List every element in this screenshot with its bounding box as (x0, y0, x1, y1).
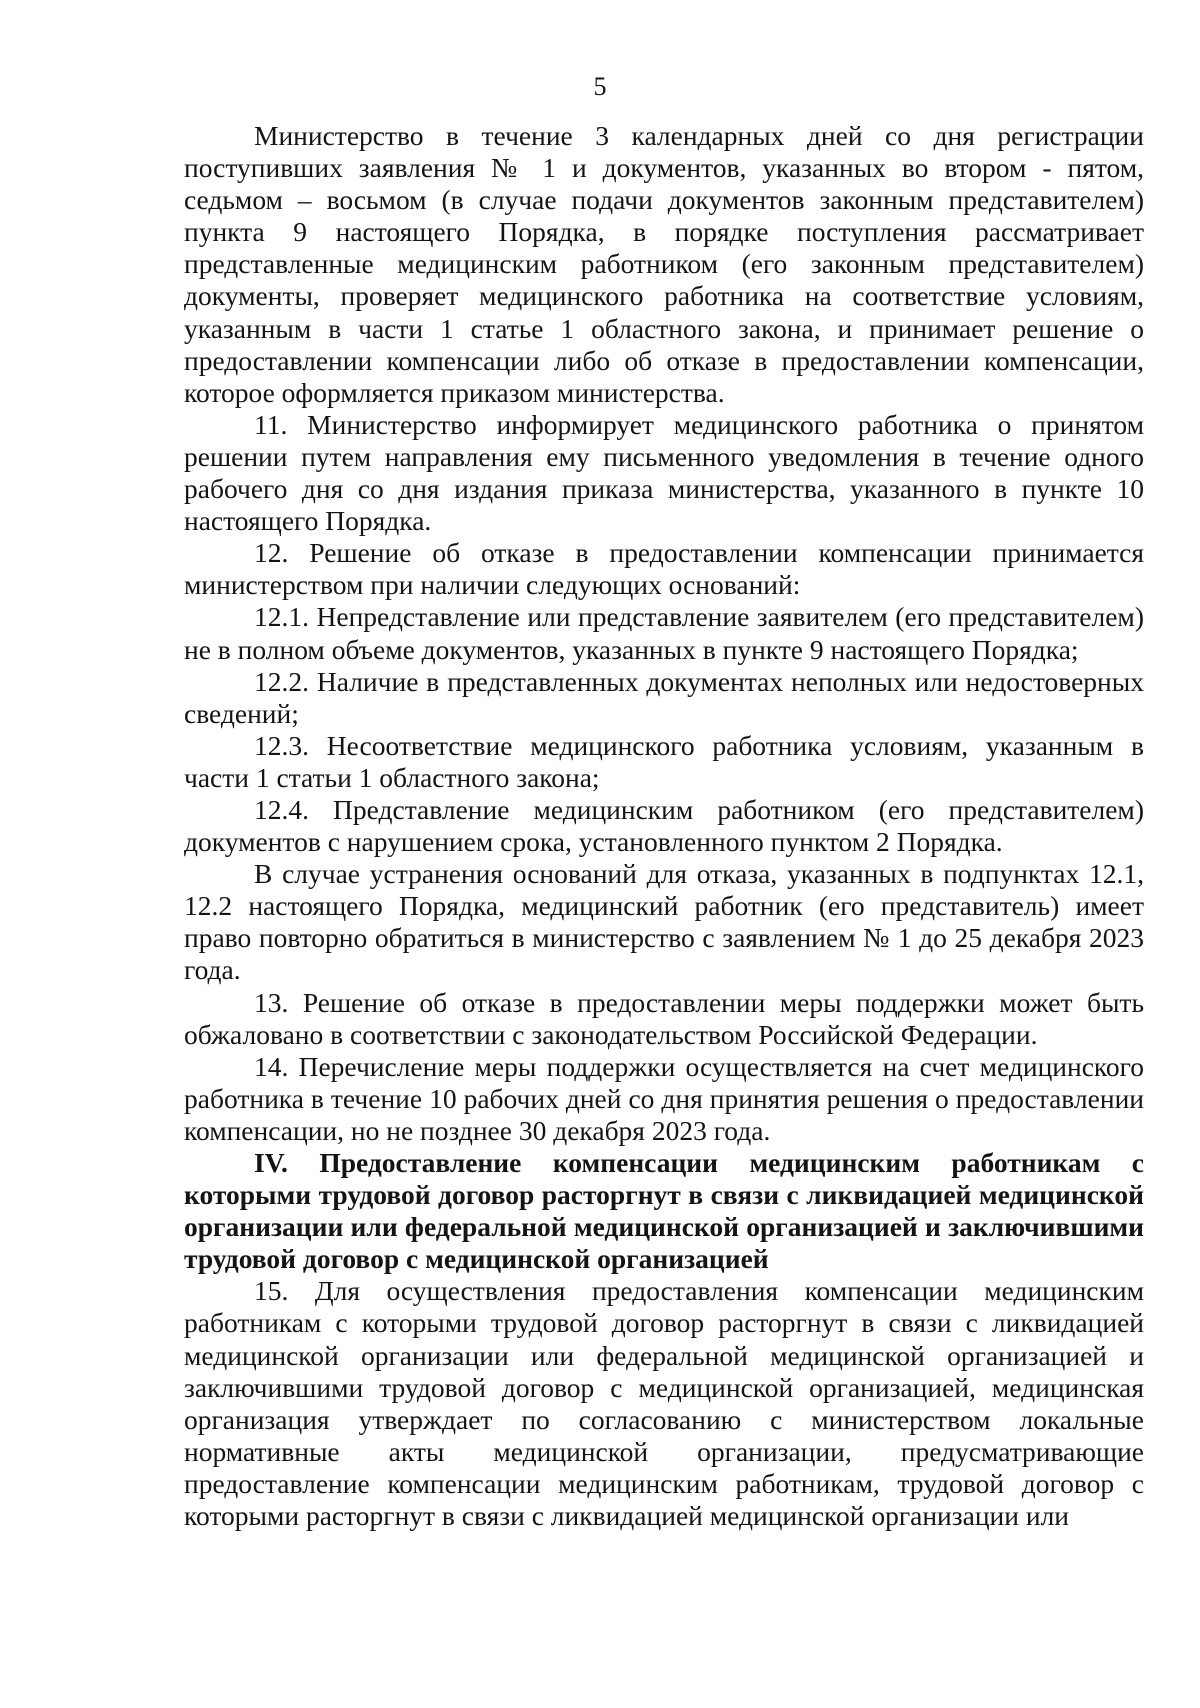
section-heading-iv: IV. Предоставление компенсации медицинским работникам с которыми трудовой договор расторгнут в связи с ликвидацией медицинской организации или федеральной медицинской организацией и заключившими трудовой договор с медицинской организацией (184, 1147, 1144, 1275)
paragraph-10-body: Министерство в течение 3 календарных дней со дня регистрации поступивших заявления № 1 и документов, указанных во втором - пятом, седьмом – восьмом (в случае подачи документов законным представителем) пункта 9 настоящего Порядка, в порядке поступления рассматривает представленные медицинским работником (его законным представителем) документы, проверяет медицинского работника на соответствие условиям, указанным в части 1 статье 1 областного закона, и принимает решение о предоставлении компенсации либо об отказе в предоставлении компенсации, которое оформляется приказом министерства. (184, 120, 1144, 408)
paragraph-14: 14. Перечисление меры поддержки осуществляется на счет медицинского работника в течение 10 рабочих дней со дня принятия решения о предоставлении компенсации, но не позднее 30 декабря 2023 года. (184, 1050, 1144, 1146)
paragraph-12-4: 12.4. Представление медицинским работником (его представителем) документов с нарушением срока, установленного пунктом 2 Порядка. (184, 793, 1144, 858)
page-number: 5 (593, 72, 607, 101)
paragraph-12-2: 12.2. Наличие в представленных документах неполных или недостоверных сведений; (184, 665, 1144, 729)
paragraph-12-3: 12.3. Несоответствие медицинского работника условиям, указанным в части 1 статьи 1 областного закона; (184, 729, 1144, 793)
document-body (184, 120, 1144, 1532)
paragraph-12: 12. Решение об отказе в предоставлении компенсации принимается министерством при наличии следующих оснований: (184, 537, 1144, 601)
paragraph-15: 15. Для осуществления предоставления компенсации медицинским работникам с которыми трудовой договор расторгнут в связи с ликвидацией медицинской организации или федеральной медицинской организацией и заключившими трудовой договор с медицинской организацией, медицинская организация утверждает по согласованию с министерством локальные нормативные акты медицинской организации, предусматривающие предоставление компенсации медицинским работникам, трудовой договор с которыми расторгнут в связи с ликвидацией медицинской организации или (184, 1275, 1144, 1532)
paragraph-remedy: В случае устранения оснований для отказа, указанных в подпунктах 12.1, 12.2 настоящего Порядка, медицинский работник (его представитель) имеет право повторно обратиться в министерство с заявлением № 1 до 25 декабря 2023 года. (184, 858, 1144, 986)
paragraph-13: 13. Решение об отказе в предоставлении меры поддержки может быть обжаловано в соответствии с законодательством Российской Федерации. (184, 986, 1144, 1050)
paragraph-11: 11. Министерство информирует медицинского работника о принятом решении путем направления ему письменного уведомления в течение одного рабочего дня со дня издания приказа министерства, указанного в пункте 10 настоящего Порядка. (184, 408, 1144, 537)
paragraph-12-1: 12.1. Непредставление или представление заявителем (его представителем) не в полном объеме документов, указанных в пункте 9 настоящего Порядка; (184, 601, 1144, 665)
